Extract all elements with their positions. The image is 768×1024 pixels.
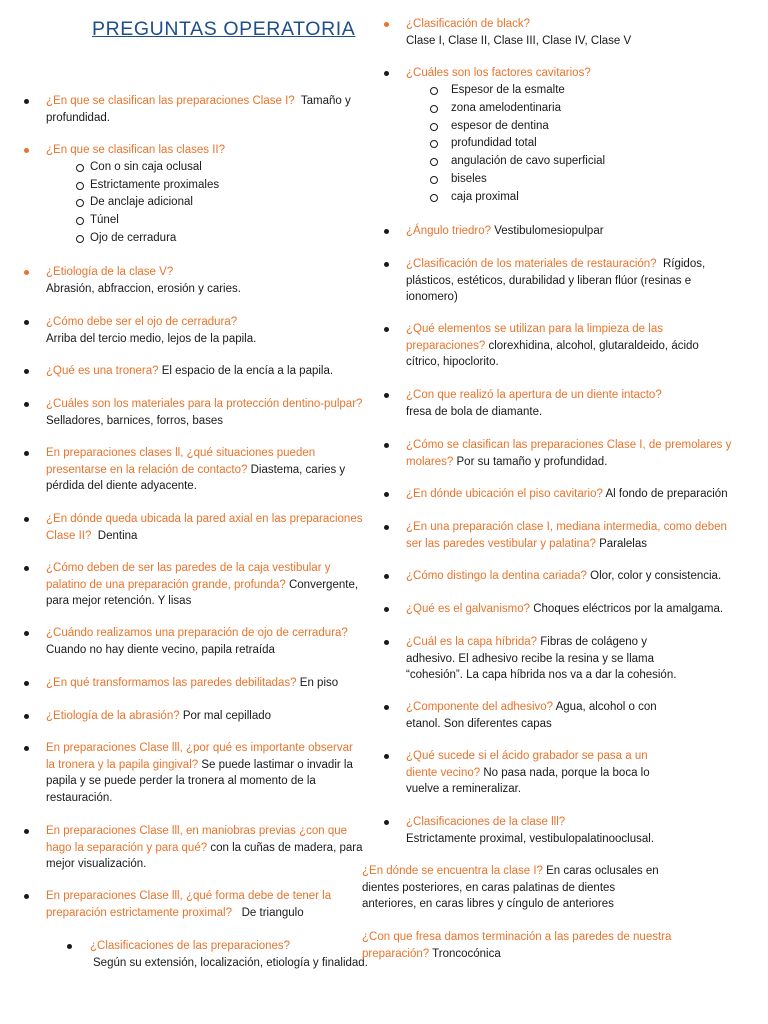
answer: Al fondo de preparación — [605, 488, 728, 500]
question: ¿Cuándo realizamos una preparación de ojo de cerradura? — [46, 627, 348, 639]
question: ¿Cómo debe ser el ojo de cerradura? — [46, 316, 238, 328]
circle-bullet-icon — [430, 87, 438, 95]
answer: Selladores, barnices, forros, bases — [46, 414, 224, 427]
qa-item — [406, 223, 746, 240]
answer: Se puede lastimar o invadir la papila y se puede perder la tronera al momento de la restauración. — [46, 758, 353, 804]
answer: Vestibulomesiopulpar — [494, 225, 604, 237]
answer: El espacio de la encía a la papila. — [161, 365, 334, 377]
qa-item — [46, 625, 366, 658]
answer: Tamaño y profundidad. — [46, 95, 351, 124]
bullet — [24, 631, 29, 636]
question: ¿En que se clasifican las clases II? — [46, 144, 225, 156]
answer: Estrictamente proximal, vestibulopalatinooclusal. — [406, 832, 655, 845]
question: ¿En dónde ubicación el piso cavitario? — [406, 488, 603, 500]
question: ¿Qué elementos se utilizan para la limpieza de las preparaciones? — [406, 323, 663, 352]
bullet — [384, 262, 389, 267]
bullet — [24, 270, 29, 275]
answer: Troncocónica — [432, 947, 501, 960]
answer: clorexhidina, alcohol, glutaraldeido, ácido cítrico, hipoclorito. — [406, 339, 699, 368]
question: ¿Clasificación de black? — [406, 18, 531, 30]
answer: Por su tamaño y profundidad. — [456, 455, 608, 468]
bullet — [24, 99, 29, 104]
answer: Convergente, para mejor retención. Y lisas — [46, 578, 359, 607]
bullet — [67, 944, 72, 949]
question: ¿En dónde se encuentra la clase I? — [362, 865, 543, 877]
qa-item — [46, 560, 360, 610]
question: ¿Cuál es la capa híbrida? — [406, 636, 538, 648]
bullet — [384, 754, 389, 759]
answer: Según su extensión, localización, etiología y finalidad. — [93, 956, 368, 969]
bullet — [384, 393, 389, 398]
bullet — [24, 369, 29, 374]
circle-bullet-icon — [430, 194, 438, 202]
circle-bullet-icon — [430, 105, 438, 113]
question: ¿En dónde queda ubicada la pared axial en las preparaciones Clase II? — [46, 513, 363, 542]
question: ¿Clasificaciones de las preparaciones? — [90, 940, 291, 952]
question: ¿En una preparación clase I, mediana intermedia, como deben ser las paredes vestibular y palatina? — [406, 521, 727, 550]
question: ¿Qué es una tronera? — [46, 365, 159, 377]
qa-item — [406, 256, 736, 306]
bullet — [384, 229, 389, 234]
bullet — [24, 681, 29, 686]
qa-item — [406, 814, 746, 847]
question: ¿En que se clasifican las preparaciones Clase I? — [46, 95, 295, 107]
bullet — [384, 574, 389, 579]
circle-bullet-icon — [76, 217, 84, 225]
qa-item — [46, 511, 366, 544]
circle-bullet-icon — [76, 199, 84, 207]
bullet — [384, 820, 389, 825]
qa-item — [406, 519, 736, 552]
question: ¿Con que realizó la apertura de un diente intacto? — [406, 389, 662, 401]
qa-item — [406, 699, 668, 732]
question: En preparaciones Clase lll, ¿qué forma debe de tener la preparación estrictamente proximal? — [46, 890, 332, 919]
question: En preparaciones Clase lll, ¿por qué es importante observar la tronera y la papila gingival? — [46, 742, 353, 771]
bullet — [384, 71, 389, 76]
answer: Abrasión, abfraccion, erosión y caries. — [46, 282, 241, 295]
answer: Por mal cepillado — [182, 710, 272, 722]
bullet — [24, 894, 29, 899]
qa-item — [46, 314, 366, 347]
qa-item — [46, 708, 366, 725]
bullet — [24, 517, 29, 522]
qa-item — [46, 675, 366, 692]
qa-item — [406, 65, 746, 82]
question: ¿Etiología de la abrasión? — [46, 710, 180, 722]
bullet — [24, 402, 29, 407]
qa-item — [406, 387, 746, 420]
bullet — [24, 714, 29, 719]
question: ¿Etiología de la clase V? — [46, 266, 174, 278]
qa-item — [406, 634, 682, 684]
qa-item — [406, 748, 654, 798]
question: ¿Cuáles son los factores cavitarios? — [406, 67, 591, 79]
answer: No pasa nada, porque la boca lo vuelve a remineralizar. — [406, 766, 650, 795]
answer: Fibras de colágeno y adhesivo. El adhesivo recibe la resina y se llama “cohesión”. La capa híbrida nos va a dar la cohesión. — [406, 636, 677, 681]
bullet — [384, 327, 389, 332]
bullet — [384, 22, 389, 27]
answer: Paralelas — [599, 537, 648, 550]
answer: Diastema, caries y pérdida del diente adyacente. — [46, 463, 346, 492]
qa-item — [46, 396, 366, 429]
bullet — [384, 640, 389, 645]
qa-item — [406, 601, 756, 618]
answer: En piso — [299, 677, 339, 689]
question: ¿Componente del adhesivo? — [406, 701, 554, 713]
answer: Olor, color y consistencia. — [590, 570, 722, 582]
qa-item — [46, 888, 346, 921]
circle-bullet-icon — [430, 158, 438, 166]
qa-item — [46, 142, 366, 159]
qa-item — [362, 929, 678, 962]
qa-item — [406, 16, 746, 49]
qa-item — [46, 93, 366, 126]
question: ¿Con que fresa damos terminación a las paredes de nuestra preparación? — [362, 931, 672, 960]
qa-item — [406, 568, 756, 585]
question: ¿Clasificación de los materiales de restauración? — [406, 258, 657, 270]
answer: Cuando no hay diente vecino, papila retraída — [46, 643, 275, 656]
qa-item — [406, 437, 736, 470]
bullet — [24, 451, 29, 456]
bullet — [384, 525, 389, 530]
question: ¿Cómo deben de ser las paredes de la caja vestibular y palatino de una preparación grande, profunda? — [46, 562, 331, 591]
bullet — [384, 492, 389, 497]
circle-bullet-icon — [76, 182, 84, 190]
answer: fresa de bola de diamante. — [406, 405, 543, 418]
circle-bullet-icon — [430, 123, 438, 131]
question: ¿Clasificaciones de la clase lll? — [406, 816, 566, 828]
circle-bullet-icon — [76, 235, 84, 243]
bullet — [24, 829, 29, 834]
answer: Dentina — [97, 529, 138, 542]
qa-item — [362, 863, 670, 913]
qa-item — [90, 938, 380, 971]
qa-item — [46, 264, 366, 297]
circle-bullet-icon — [76, 164, 84, 172]
qa-item — [46, 823, 364, 873]
question: En preparaciones Clase lll, en maniobras previas ¿con que hago la separación y para qué? — [46, 825, 348, 854]
answer: Agua, alcohol o con etanol. Son diferentes capas — [406, 701, 657, 730]
qa-item — [46, 363, 366, 380]
bullet — [384, 705, 389, 710]
question: ¿En qué transformamos las paredes debilitadas? — [46, 677, 297, 689]
qa-item — [46, 740, 364, 806]
bullet — [24, 566, 29, 571]
answer: Choques eléctricos por la amalgama. — [533, 603, 724, 615]
qa-item — [46, 445, 348, 495]
bullet — [24, 746, 29, 751]
qa-item — [406, 321, 702, 371]
answer: De triangulo — [241, 906, 304, 919]
circle-bullet-icon — [430, 176, 438, 184]
answer: Arriba del tercio medio, lejos de la papila. — [46, 332, 257, 345]
question: ¿Qué sucede si el ácido grabador se pasa a un diente vecino? — [406, 750, 648, 779]
bullet — [24, 320, 29, 325]
question: ¿Qué es el galvanismo? — [406, 603, 531, 615]
question: En preparaciones clases ll, ¿qué situaciones pueden presentarse en la relación de contacto? — [46, 447, 316, 476]
bullet — [384, 607, 389, 612]
page-title: PREGUNTAS OPERATORIA — [92, 18, 356, 40]
question: ¿Cuáles son los materiales para la protección dentino-pulpar? — [46, 398, 363, 410]
question: ¿Ángulo triedro? — [406, 225, 492, 237]
answer: Rígidos, plásticos, estéticos, durabilidad y liberan flúor (resinas e ionomero) — [406, 258, 706, 303]
bullet — [384, 443, 389, 448]
answer: con la cuñas de madera, para mejor visualización. — [46, 841, 363, 870]
question: ¿Cómo se clasifican las preparaciones Clase I, de premolares y molares? — [406, 439, 732, 468]
qa-item — [406, 486, 756, 503]
bullet — [24, 148, 29, 153]
circle-bullet-icon — [430, 140, 438, 148]
answer: Clase I, Clase II, Clase III, Clase IV, Clase V — [406, 34, 632, 47]
question: ¿Cómo distingo la dentina cariada? — [406, 570, 587, 582]
answer: En caras oclusales en dientes posteriores, en caras palatinas de dientes anteriores, en caras libres y cíngulo de anteriores — [362, 865, 659, 910]
